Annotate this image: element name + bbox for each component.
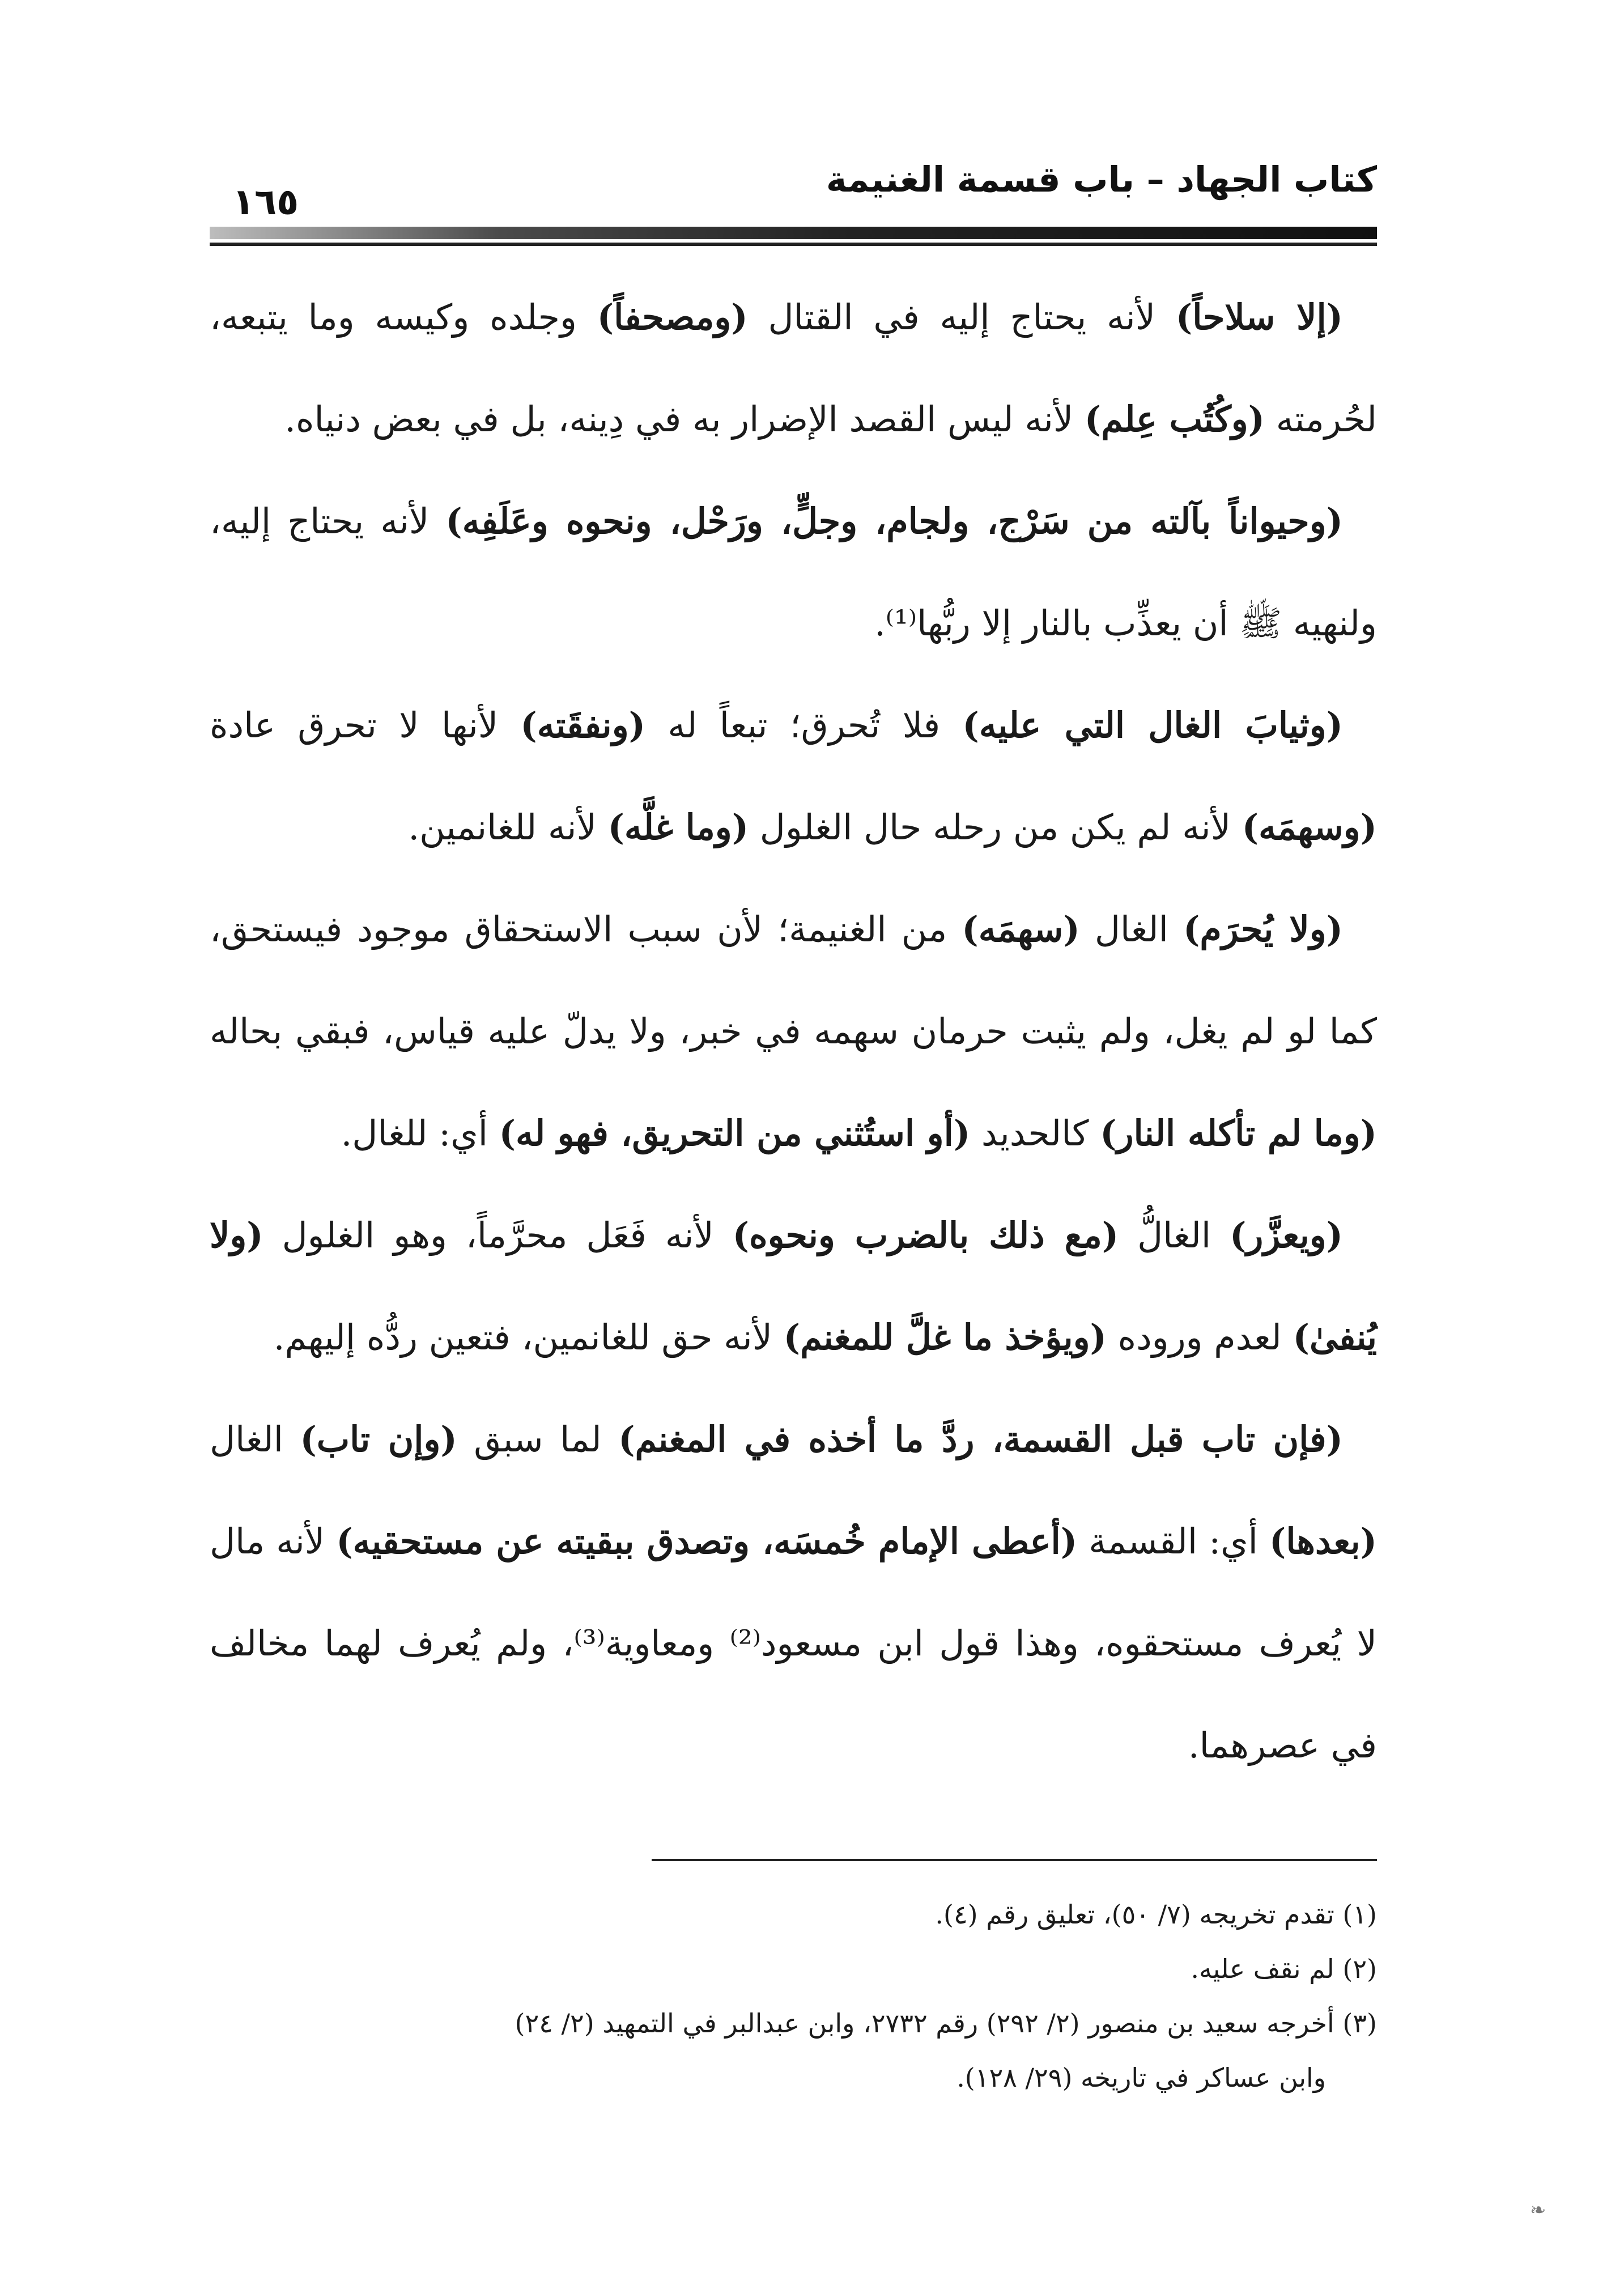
- footnote-3-continuation: وابن عساكر في تاريخه (٢٩/ ١٢٨).: [956, 2062, 1326, 2093]
- paragraph: [210, 266, 1377, 470]
- footnotes: [210, 1887, 1377, 2105]
- footnote-1: (١) تقدم تخريجه (٧/ ٥٠)، تعليق رقم (٤).: [935, 1899, 1377, 1930]
- sharh-text: لأنه يحتاج إليه في القتال: [747, 296, 1176, 338]
- paragraph: [210, 470, 1377, 674]
- sharh-text: كالحديد: [970, 1112, 1100, 1154]
- matn-text: (ومصحفاً): [597, 296, 748, 338]
- footnote-2: (٢) لم نقف عليه.: [1191, 1954, 1377, 1984]
- sharh-text: وجلده وكيسه وما يتبعه، لحُرمته: [210, 296, 1377, 440]
- matn-text: (ويؤخذ ما غلَّ للمغنم): [783, 1317, 1107, 1358]
- matn-text: (ونفقَته): [520, 704, 645, 746]
- main-text: [210, 266, 1377, 1797]
- matn-text: (وكُتُب عِلم): [1084, 398, 1265, 440]
- footnote-3: (٣) أخرجه سعيد بن منصور (٢/ ٢٩٢) رقم ٢٧٣٢، وابن عبدالبر في التمهيد (٢/ ٢٤): [515, 2008, 1377, 2039]
- paragraph: [210, 1388, 1377, 1797]
- paragraph: [210, 878, 1377, 1184]
- matn-text: (أعطى الإمام خُمسَه، وتصدق ببقيته عن مستحقيه): [336, 1521, 1078, 1562]
- sharh-text: لما سبق: [457, 1419, 619, 1460]
- sharh-text: فلا تُحرق؛ تبعاً له: [645, 704, 963, 746]
- sharh-text: لأنه لم يكن من رحله حال الغلول: [749, 806, 1242, 848]
- sharh-text: الغال: [210, 1419, 300, 1460]
- matn-text: (بعدها): [1269, 1521, 1378, 1562]
- sharh-text: لأنه مال لا يُعرف مستحقوه، وهذا قول ابن مسعود⁽²⁾ ومعاوية⁽³⁾، ولم يُعرف لهما مخالف في عصرهما.: [210, 1521, 1377, 1766]
- matn-text: (وإن تاب): [300, 1419, 457, 1460]
- sharh-text: لعدم وروده: [1106, 1317, 1293, 1358]
- sharh-text: لأنه للغانمين.: [408, 806, 608, 848]
- header-rule: [210, 227, 1377, 239]
- sharh-text: أي: القسمة: [1077, 1521, 1270, 1562]
- sharh-text: لأنه حق للغانمين، فتعين ردُّه إليهم.: [273, 1317, 784, 1358]
- paragraph: [210, 674, 1377, 878]
- sharh-text: الغالُّ: [1119, 1215, 1230, 1256]
- scan-mark-icon: ❧: [1530, 2199, 1546, 2222]
- matn-text: (مع ذلك بالضرب ونحوه): [732, 1215, 1119, 1256]
- matn-text: (ولا يُنفىٰ): [210, 1215, 1377, 1358]
- matn-text: (ويعزَّر): [1230, 1215, 1344, 1256]
- paragraph: [210, 1184, 1377, 1388]
- matn-text: (فإن تاب قبل القسمة، ردَّ ما أخذه في المغنم): [618, 1419, 1344, 1460]
- sharh-text: لأنها لا تحرق عادة: [210, 704, 521, 746]
- page-number: ١٦٥: [232, 181, 299, 223]
- matn-text: (أو استُثني من التحريق، فهو له): [499, 1112, 971, 1154]
- page-header: [210, 142, 1377, 244]
- footnote-separator: [652, 1859, 1377, 1861]
- matn-text: (وحيواناً بآلته من سَرْج، ولجام، وجلٍّ، ورَحْل، ونحوه وعَلَفِه): [445, 500, 1343, 542]
- matn-text: (إلا سلاحاً): [1175, 296, 1343, 338]
- sharh-text: أي: للغال.: [341, 1112, 499, 1154]
- chapter-title: كتاب الجهاد – باب قسمة الغنيمة: [826, 159, 1377, 200]
- matn-text: (وثيابَ الغال التي عليه): [962, 704, 1343, 746]
- sharh-text: من الغنيمة؛ لأن سبب الاستحقاق موجود فيستحق، كما لو لم يغل، ولم يثبت حرمان سهمه في خبر، ولا يدلّ عليه قياس، فبقي بحاله: [210, 908, 1377, 1052]
- matn-text: (وما غلَّه): [607, 806, 749, 848]
- matn-text: (سهمَه): [962, 908, 1080, 950]
- sharh-text: لأنه فَعَل محرَّماً، وهو الغلول: [263, 1215, 733, 1256]
- sharh-text: لأنه يحتاج إليه، ولنهيه ﷺ أن يعذِّب بالنار إلا ربُّها⁽¹⁾.: [210, 500, 1377, 644]
- sharh-text: الغال: [1079, 908, 1184, 950]
- header-rule-thin: [210, 243, 1377, 246]
- matn-text: (ولا يُحرَم): [1183, 908, 1343, 950]
- matn-text: (وما لم تأكله النار): [1100, 1112, 1377, 1154]
- matn-text: (وسهمَه): [1242, 806, 1377, 848]
- sharh-text: لأنه ليس القصد الإضرار به في دِينه، بل في بعض دنياه.: [284, 398, 1085, 440]
